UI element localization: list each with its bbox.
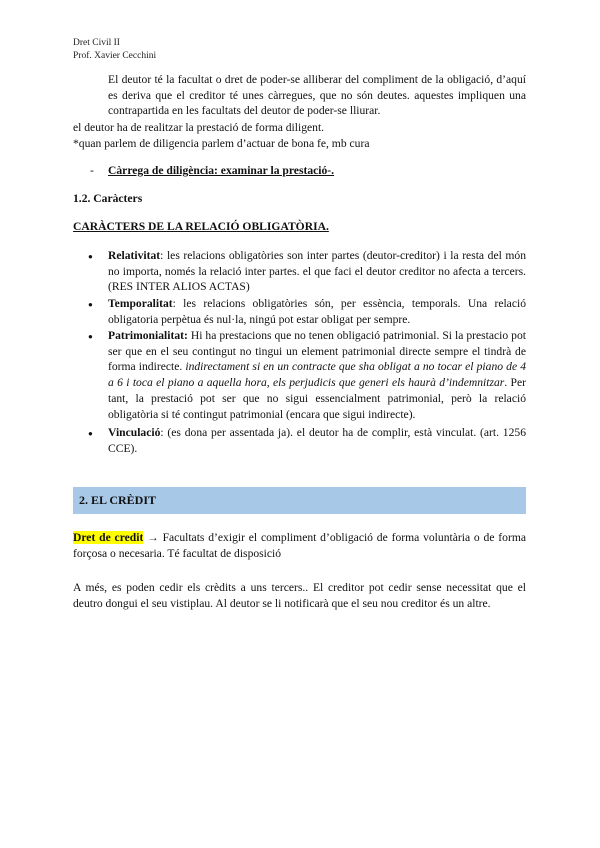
header-professor: Prof. Xavier Cecchini (73, 51, 157, 61)
bullet-vinculacio (108, 425, 526, 456)
dash-marker: - (90, 164, 94, 177)
bullet-relativitat (108, 248, 526, 295)
bullet-temporalitat (108, 296, 526, 327)
intro-paragraph: El deutor té la facultat o dret de poder-se alliberar del compliment de la obligació, d’aquí es deriva que el creditor té unes càrregues, que no són deutes. aquestes impliquen una contrapartida en les facultats del deutor de poder-se lliurar. (108, 73, 526, 118)
text-relativitat: : les relacions obligatòries son inter partes (deutor-creditor) i la resta del món no importa, només la relació inter partes. el que faci el deutor creditor no afecta a tercers. (RES INTER ALIOS ACTAS) (108, 249, 526, 294)
section-title-caracters: 1.2. Caràcters (73, 192, 143, 205)
bullet-icon: ● (88, 252, 93, 261)
term-vinculacio: Vinculació (108, 426, 161, 439)
header-course: Dret Civil II (73, 38, 120, 48)
paragraph-cessio: A més, es poden cedir els crèdits a uns tercers.. El creditor pot cedir sense necessitat que el deutro dongui el seu vistiplau. Al deutor se li notificarà que el seu nou creditor és un altre. (73, 581, 526, 610)
term-patrimonialitat: Patrimonialitat: (108, 329, 188, 342)
bullet-icon: ● (88, 332, 93, 341)
text-vinculacio: : (es dona per assentada ja). el deutor ha de complir, està vinculat. (art. 1256 CCE). (108, 426, 526, 455)
dash-item-carrega: Càrrega de diligència: examinar la prestació-. (108, 164, 335, 177)
text-temporalitat: : les relacions obligatòries són, per essència, temporals. Una relació obligatoria perpètua és nul·la, ningú pot estar obligat per sempre. (108, 297, 526, 326)
term-relativitat: Relativitat (108, 249, 161, 262)
intro-line-bona-fe: *quan parlem de diligencia parlem d’actuar de bona fe, mb cura (73, 137, 370, 150)
section-subtitle-caracters: CARÀCTERS DE LA RELACIÓ OBLIGATÒRIA. (73, 220, 329, 233)
italic-example: indirectament si en un contracte que sha obligat a no tocar el piano de 4 a 6 i toca el piano a aquella hora, els perjudicis que generi els haurà d’indemnitzar (108, 360, 526, 390)
bullet-patrimonialitat (108, 328, 526, 422)
definition-dret-credit (73, 530, 526, 561)
text-patrimonialitat: Hi ha prestacions que no tenen obligació patrimonial. Si la prestacio pot ser que en el seu contingut no tingui un element patrimonial directe sempre el tindrà de forma indirecte. (108, 329, 526, 374)
intro-line-diligent: el deutor ha de realitzar la prestació de forma diligent. (73, 121, 325, 134)
definition-text: → Facultats d’exigir el compliment d’obligació de forma voluntària o de forma forçosa o necesaria. Té facultat de disposició (73, 531, 526, 560)
section-heading-credit: 2. EL CRÈDIT (73, 487, 526, 514)
bullet-icon: ● (88, 300, 93, 309)
highlight-term: Dret de credit (73, 531, 144, 544)
term-temporalitat: Temporalitat (108, 297, 173, 310)
text-patrimonialitat-after: . Per tant, la prestació pot ser que no sigui essencialment patrimonial, però la relació obligatòria si té contingut patrimonial (encara que sigui indirecte). (108, 376, 526, 421)
bullet-icon: ● (88, 429, 93, 438)
